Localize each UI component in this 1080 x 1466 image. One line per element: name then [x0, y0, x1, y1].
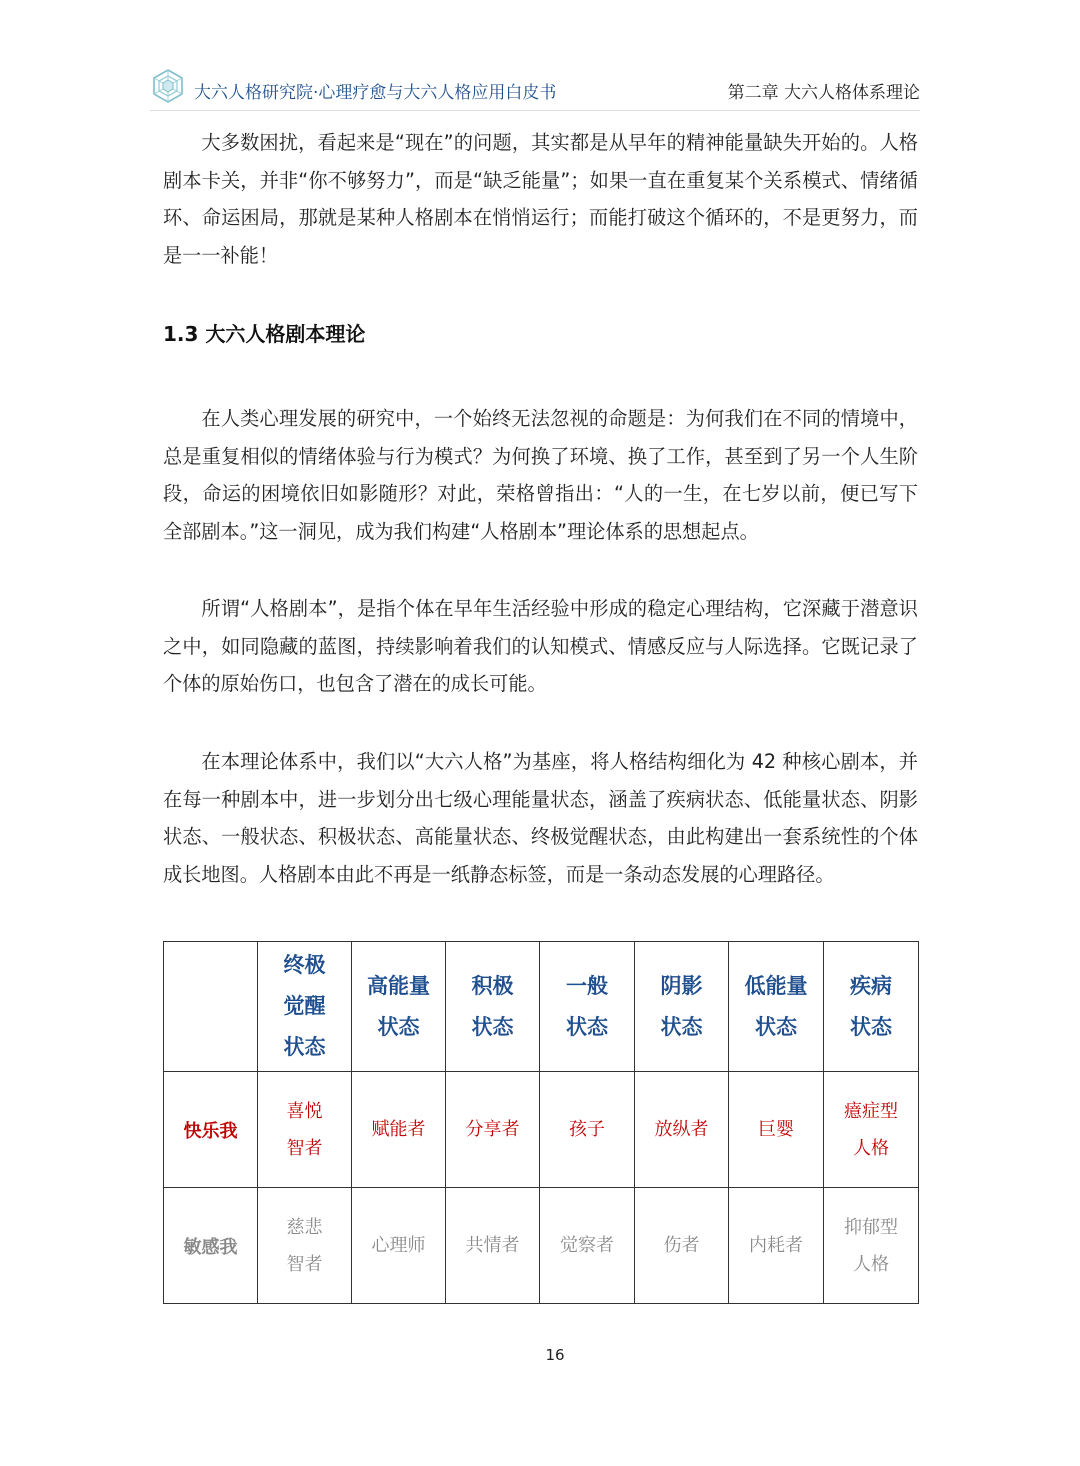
paragraph-research-question: 在人类心理发展的研究中，一个始终无法忽视的命题是：为何我们在不同的情境中，总是重复相似的情绪体验与行为模式？为何换了环境、换了工作，甚至到了另一个人生阶段，命运的困境依旧如影随形？对此，荣格曾指出：“人的一生，在七岁以前，便已写下全部剧本。”这一洞见，成为我们构建“人格剧本”理论体系的思想起点。 [163, 407, 918, 543]
energy-state-table [163, 941, 919, 1304]
table-cell: 心理师 [352, 1188, 446, 1304]
paragraph-framework: 在本理论体系中，我们以“大六人格”为基座，将人格结构细化为 42 种核心剧本，并在每一种剧本中，进一步划分出七级心理能量状态，涵盖了疾病状态、低能量状态、阴影状态、一般状态、积极状态、高能量状态、终极觉醒状态，由此构建出一套系统性的个体成长地图。人格剧本由此不再是一纸静态标签，而是一条动态发展的心理路径。 [163, 750, 918, 886]
table-cell: 觉察者 [540, 1188, 635, 1304]
section-heading: 1.3 大六人格剧本理论 [163, 322, 366, 346]
column-header-positive: 积极 状态 [446, 942, 540, 1072]
paragraph-intro: 大多数困扰，看起来是“现在”的问题，其实都是从早年的精神能量缺失开始的。人格剧本卡关，并非“你不够努力”，而是“缺乏能量”；如果一直在重复某个关系模式、情绪循环、命运困局，那就是某种人格剧本在悄悄运行；而能打破这个循环的，不是更努力，而是一一补能！ [163, 131, 918, 267]
row-label-happy-self: 快乐我 [164, 1072, 258, 1188]
column-header-shadow: 阴影 状态 [635, 942, 729, 1072]
page-number: 16 [545, 1346, 565, 1364]
table-row-sensitive-self [164, 1188, 919, 1304]
column-header-high-energy: 高能量 状态 [352, 942, 446, 1072]
table-cell: 分享者 [446, 1072, 540, 1188]
crystal-logo-icon [150, 68, 186, 104]
table-cell: 癔症型 人格 [824, 1072, 919, 1188]
table-corner-cell [164, 942, 258, 1072]
table-cell: 放纵者 [635, 1072, 729, 1188]
table-cell: 共情者 [446, 1188, 540, 1304]
table-cell: 喜悦 智者 [258, 1072, 352, 1188]
header-chapter-title: 第二章 大六人格体系理论 [727, 83, 920, 103]
table-cell: 巨婴 [729, 1072, 824, 1188]
table-cell: 孩子 [540, 1072, 635, 1188]
table-cell: 抑郁型 人格 [824, 1188, 919, 1304]
table-cell: 赋能者 [352, 1072, 446, 1188]
table-cell: 慈悲 智者 [258, 1188, 352, 1304]
row-label-sensitive-self: 敏感我 [164, 1188, 258, 1304]
page-header [150, 68, 920, 112]
column-header-ultimate-awakening: 终极 觉醒 状态 [258, 942, 352, 1072]
table-cell: 内耗者 [729, 1188, 824, 1304]
paragraph-definition: 所谓“人格剧本”，是指个体在早年生活经验中形成的稳定心理结构，它深藏于潜意识之中，如同隐藏的蓝图，持续影响着我们的认知模式、情感反应与人际选择。它既记录了个体的原始伤口，也包含了潜在的成长可能。 [163, 597, 918, 695]
column-header-normal: 一般 状态 [540, 942, 635, 1072]
column-header-disease: 疾病 状态 [824, 942, 919, 1072]
table-row-happy-self [164, 1072, 919, 1188]
table-header-row [164, 942, 919, 1072]
header-divider [150, 110, 920, 111]
column-header-low-energy: 低能量 状态 [729, 942, 824, 1072]
header-document-title: 大六人格研究院·心理疗愈与大六人格应用白皮书 [194, 83, 557, 103]
table-cell: 伤者 [635, 1188, 729, 1304]
